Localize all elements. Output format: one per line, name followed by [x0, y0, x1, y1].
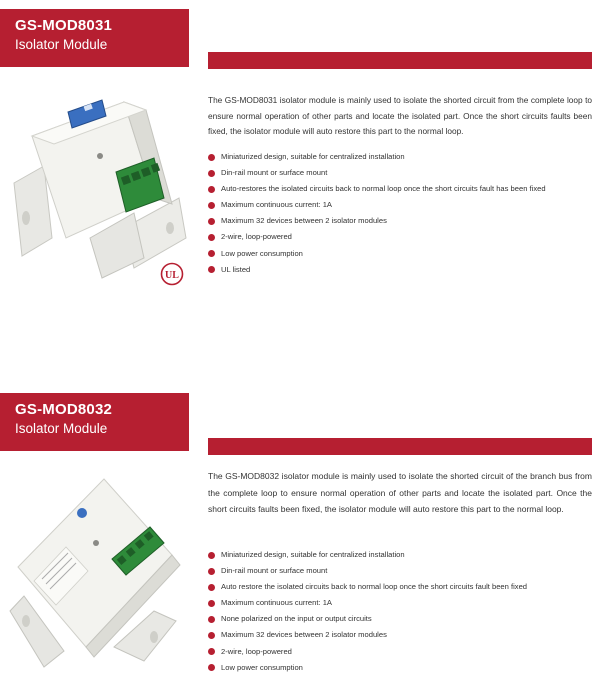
bullet-icon [208, 632, 215, 639]
bullet-icon [208, 154, 215, 161]
bullet-icon [208, 568, 215, 575]
feature-item: Maximum 32 devices between 2 isolator modules [208, 629, 592, 645]
feature-item: Din-rail mount or surface mount [208, 167, 592, 183]
accent-bar [208, 438, 592, 455]
feature-item: Maximum 32 devices between 2 isolator modules [208, 215, 592, 231]
bullet-icon [208, 218, 215, 225]
feature-item: Low power consumption [208, 248, 592, 264]
product-title-box [0, 9, 189, 67]
svg-text:UL: UL [165, 270, 179, 281]
accent-bar [208, 52, 592, 69]
product-description: The GS-MOD8031 isolator module is mainly used to isolate the shorted circuit from the complete loop to ensure normal operation of other parts and locate the isolated part. Once the short circuits faults been fixed, the isolator module will auto restore this part to the normal loop. [208, 95, 592, 136]
feature-item: Miniaturized design, suitable for centralized installation [208, 549, 592, 565]
feature-item: Din-rail mount or surface mount [208, 565, 592, 581]
bullet-icon [208, 648, 215, 655]
bullet-icon [208, 266, 215, 273]
feature-item: Maximum continuous current: 1A [208, 199, 592, 215]
bullet-icon [208, 600, 215, 607]
ul-listed-icon [160, 262, 184, 286]
product-description: The GS-MOD8032 isolator module is mainly used to isolate the shorted circuit of the branch bus from the complete loop to ensure normal operation of other parts and locate the isolated part. Once the short circuits faults been fixed, the isolator module will auto restore this part to the normal loop. [208, 471, 592, 514]
product-model: GS-MOD8032 [15, 401, 113, 418]
bullet-icon [208, 584, 215, 591]
bullet-icon [208, 616, 215, 623]
product-section-gs-mod8032 [0, 393, 600, 686]
feature-list [208, 549, 592, 678]
feature-item: Miniaturized design, suitable for centralized installation [208, 151, 592, 167]
bullet-icon [208, 186, 215, 193]
feature-item: Auto restore the isolated circuits back to normal loop once the short circuits fault been fixed [208, 581, 592, 597]
feature-item: Low power consumption [208, 662, 592, 678]
product-title-box [0, 393, 189, 451]
bullet-icon [208, 552, 215, 559]
feature-item: Maximum continuous current: 1A [208, 597, 592, 613]
bullet-icon [208, 234, 215, 241]
feature-item: None polarized on the input or output circuits [208, 613, 592, 629]
product-type: Isolator Module [15, 37, 108, 52]
bullet-icon [208, 170, 215, 177]
feature-item: 2-wire, loop-powered [208, 231, 592, 247]
product-image [4, 471, 196, 671]
product-type: Isolator Module [15, 421, 108, 436]
bullet-icon [208, 664, 215, 671]
feature-item: 2-wire, loop-powered [208, 646, 592, 662]
bullet-icon [208, 250, 215, 257]
feature-item: UL listed [208, 264, 592, 280]
feature-list [208, 151, 592, 280]
feature-item: Auto-restores the isolated circuits back to normal loop once the short circuits fault has been fixed [208, 183, 592, 199]
product-model: GS-MOD8031 [15, 17, 113, 34]
bullet-icon [208, 202, 215, 209]
